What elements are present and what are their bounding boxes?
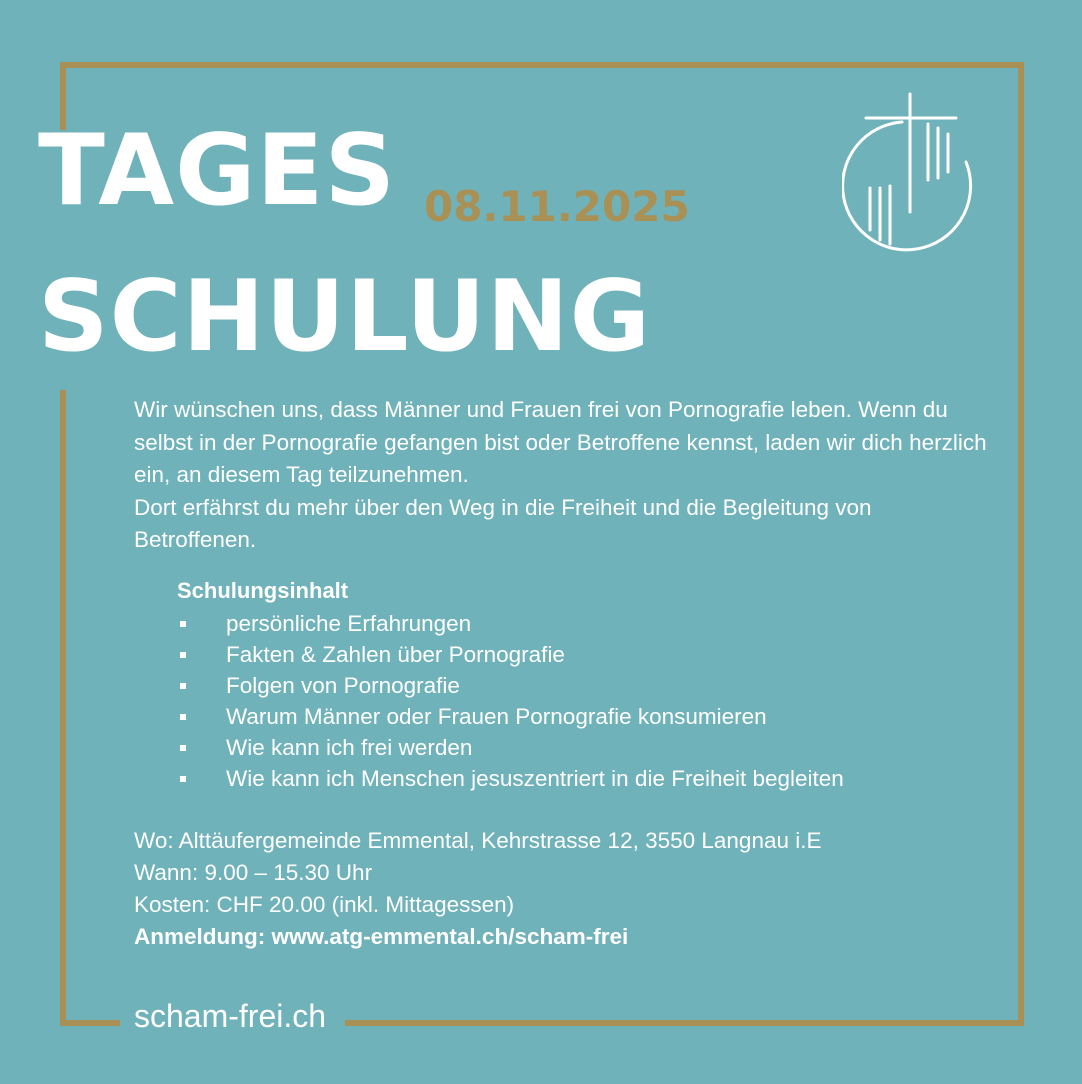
list-item xyxy=(177,608,844,639)
square-bullet-icon xyxy=(180,714,186,720)
event-location: Wo: Alttäufergemeinde Emmental, Kehrstrasse 12, 3550 Langnau i.E xyxy=(134,828,822,853)
title-line-1: TAGES xyxy=(38,114,397,228)
frame-bottom-line-right xyxy=(345,1020,1024,1026)
title-line-2: SCHULUNG xyxy=(38,260,652,374)
footer-website[interactable]: scham-frei.ch xyxy=(134,998,327,1034)
event-info xyxy=(134,825,822,953)
intro-text xyxy=(134,394,994,557)
list-item-text: Folgen von Pornografie xyxy=(226,673,460,698)
frame-top-line xyxy=(60,62,1024,68)
registration-link[interactable]: Anmeldung: www.atg-emmental.ch/scham-frei xyxy=(134,924,629,949)
intro-paragraph-1: Wir wünschen uns, dass Männer und Frauen frei von Pornografie leben. Wenn du selbst in der Pornografie gefangen bist oder Betroffene kennst, laden wir dich herzlich ein, an diesem Tag teilzunehmen. xyxy=(134,397,987,487)
square-bullet-icon xyxy=(180,652,186,658)
intro-paragraph-2: Dort erfährst du mehr über den Weg in die Freiheit und die Begleitung von Betroffenen. xyxy=(134,494,872,552)
frame-left-line-lower xyxy=(60,390,66,1026)
list-item xyxy=(177,732,844,763)
list-item xyxy=(177,701,844,732)
list-item-text: persönliche Erfahrungen xyxy=(226,611,472,636)
list-item xyxy=(177,763,844,794)
event-date: 08.11.2025 xyxy=(424,182,690,231)
course-content-heading: Schulungsinhalt xyxy=(177,578,349,603)
list-item-text: Wie kann ich Menschen jesuszentriert in die Freiheit begleiten xyxy=(226,766,844,791)
list-item xyxy=(177,670,844,701)
list-item-text: Wie kann ich frei werden xyxy=(226,735,473,760)
frame-bottom-line-left xyxy=(60,1020,120,1026)
event-cost: Kosten: CHF 20.00 (inkl. Mittagessen) xyxy=(134,892,515,917)
square-bullet-icon xyxy=(180,745,186,751)
square-bullet-icon xyxy=(180,683,186,689)
square-bullet-icon xyxy=(180,776,186,782)
cross-circle-logo-icon xyxy=(842,92,982,252)
list-item xyxy=(177,639,844,670)
course-content-list xyxy=(177,608,844,794)
list-item-text: Warum Männer oder Frauen Pornografie konsumieren xyxy=(226,704,767,729)
event-time: Wann: 9.00 – 15.30 Uhr xyxy=(134,860,373,885)
square-bullet-icon xyxy=(180,621,186,627)
frame-right-line xyxy=(1018,62,1024,1026)
list-item-text: Fakten & Zahlen über Pornografie xyxy=(226,642,565,667)
